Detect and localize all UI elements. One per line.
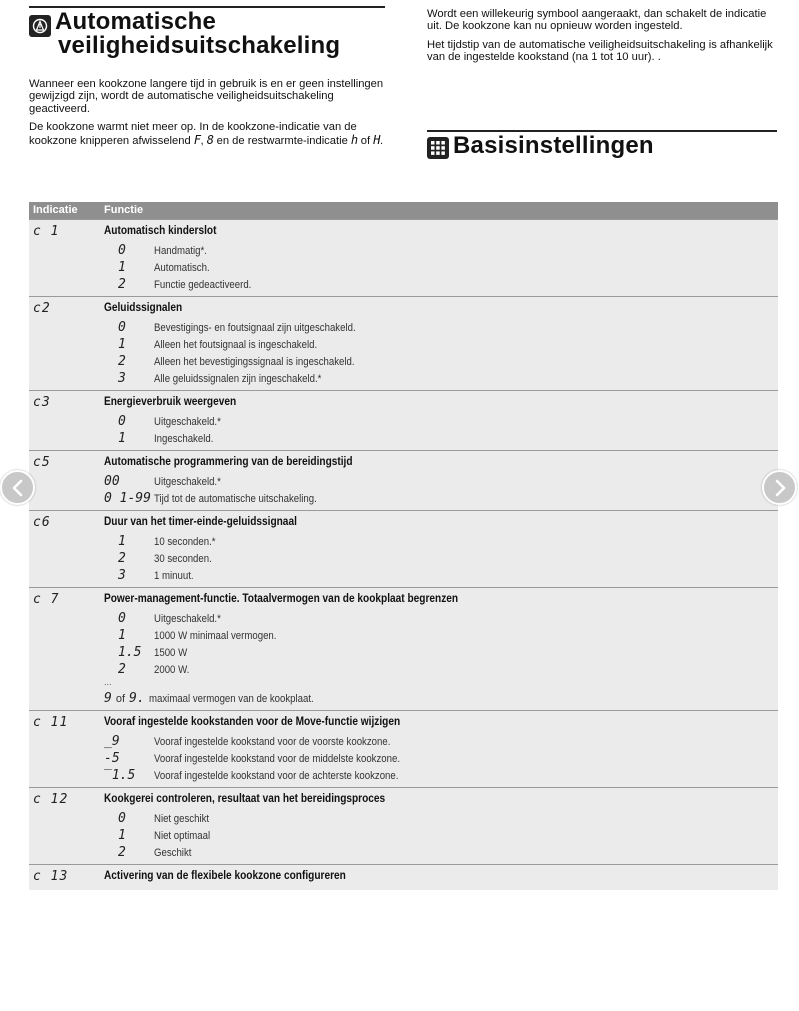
option — [104, 610, 778, 627]
symbol-H: H — [373, 132, 380, 147]
option — [104, 430, 778, 447]
chevron-right-icon — [773, 479, 787, 497]
option-value: 0 — [118, 414, 126, 429]
settings-table — [29, 202, 778, 890]
option — [104, 844, 778, 861]
row-code: c 1 — [33, 224, 60, 239]
header-indicatie: Indicatie — [33, 204, 78, 216]
option-value: _9 — [104, 734, 120, 749]
option-value: 1 — [118, 534, 126, 549]
option — [104, 627, 778, 644]
option-value: 2 — [118, 551, 126, 566]
option — [104, 827, 778, 844]
ellipsis: ... — [104, 677, 112, 687]
table-row — [29, 510, 778, 587]
paragraph: Wanneer een kookzone langere tijd in gebruik is en er geen instellingen gewijzigd zijn, wordt de automatische veiligheidsuitschakeling geactiveerd. — [29, 78, 384, 115]
basic-settings-title: Basisinstellingen — [453, 131, 654, 159]
option-description: Bevestigings- en foutsignaal zijn uitgeschakeld. — [154, 321, 356, 334]
option-value: 1 — [118, 431, 126, 446]
option-description: Alle geluidssignalen zijn ingeschakeld.* — [154, 372, 322, 385]
table-row — [29, 587, 778, 710]
option-value: 1 — [118, 337, 126, 352]
option — [104, 242, 778, 259]
option — [104, 644, 778, 661]
row-title: Duur van het timer-einde-geluidssignaal — [104, 516, 297, 528]
row-title: Geluidssignalen — [104, 302, 183, 314]
option-value: 1 — [118, 628, 126, 643]
title-line-1: Automatische — [55, 8, 217, 35]
option — [104, 336, 778, 353]
text-fragment: . — [379, 134, 384, 147]
previous-page-button[interactable] — [0, 470, 35, 505]
option-description: Niet geschikt — [154, 812, 210, 825]
option-connector: of — [115, 692, 126, 705]
right-column — [427, 6, 777, 159]
option-description: 30 seconden. — [154, 552, 212, 565]
row-code: c3 — [33, 395, 51, 410]
row-title: Kookgerei controleren, resultaat van het bereidingsproces — [104, 793, 386, 805]
symbol-f: F — [193, 132, 201, 147]
option-value: 2 — [118, 662, 126, 677]
paragraph — [29, 121, 385, 147]
header-functie: Functie — [104, 204, 144, 216]
chevron-left-icon — [11, 479, 25, 497]
text-fragment: en de restwarmte-indicatie — [213, 134, 351, 147]
row-code: c 12 — [33, 792, 69, 807]
option-value: 2 — [118, 277, 126, 292]
option — [104, 259, 778, 276]
text-fragment: , — [200, 134, 207, 147]
text-fragment: De kookzone warmt niet meer op. In de kookzone-indicatie van de kookzone knipperen afwisselend — [29, 121, 357, 147]
option-description: 2000 W. — [154, 663, 190, 676]
table-row — [29, 450, 778, 510]
row-code: c 13 — [33, 869, 69, 884]
row-code: c2 — [33, 301, 51, 316]
paragraph: Het tijdstip van de automatische veiligheidsuitschakeling is afhankelijk van de ingestelde kookstand (na 1 tot 10 uur). . — [427, 38, 773, 64]
option-value: 1 — [118, 260, 126, 275]
left-column — [29, 6, 385, 153]
table-header — [29, 202, 778, 219]
symbol-8: 8 — [206, 132, 214, 147]
option — [104, 750, 778, 767]
table-row — [29, 390, 778, 450]
option-description: 1000 W minimaal vermogen. — [154, 629, 277, 642]
option-description: Functie gedeactiveerd. — [154, 278, 252, 291]
option-description: 1500 W — [154, 646, 188, 659]
text-fragment: of — [357, 134, 374, 147]
option-description: Automatisch. — [154, 261, 210, 274]
table-row — [29, 710, 778, 787]
row-title: Automatische programmering van de bereidingstijd — [104, 456, 353, 468]
option — [104, 473, 778, 490]
symbol-h: h — [350, 132, 358, 147]
option-description: 10 seconden.* — [154, 535, 216, 548]
row-code: c5 — [33, 455, 51, 470]
title-line-2: veiligheidsuitschakeling — [58, 32, 341, 59]
option-value: 0 — [118, 320, 126, 335]
option-description: Alleen het foutsignaal is ingeschakeld. — [154, 338, 318, 351]
option-value: 2 — [118, 845, 126, 860]
option-value: 1 — [118, 828, 126, 843]
option-description: Ingeschakeld. — [154, 432, 214, 445]
row-title: Vooraf ingestelde kookstanden voor de Move-functie wijzigen — [104, 716, 401, 728]
option-description: Uitgeschakeld.* — [154, 612, 221, 625]
option — [104, 276, 778, 293]
option-value: ‾1.5 — [104, 768, 136, 783]
option-description: maximaal vermogen van de kookplaat. — [148, 692, 314, 705]
option — [104, 733, 778, 750]
safety-shutoff-icon — [29, 15, 51, 37]
option-value: -5 — [104, 751, 120, 766]
table-row — [29, 787, 778, 864]
option-description: Alleen het bevestigingssignaal is ingeschakeld. — [154, 355, 355, 368]
option-description: Vooraf ingestelde kookstand voor de voorste kookzone. — [154, 735, 391, 748]
option-value: 00 — [104, 474, 120, 489]
option-description: 1 minuut. — [154, 569, 194, 582]
option-value: 0 — [118, 243, 126, 258]
option-description: Vooraf ingestelde kookstand voor de achterste kookzone. — [154, 769, 399, 782]
option — [104, 690, 778, 707]
option-description: Uitgeschakeld.* — [154, 415, 221, 428]
option-description: Vooraf ingestelde kookstand voor de middelste kookzone. — [154, 752, 401, 765]
table-row — [29, 864, 778, 890]
option — [104, 661, 778, 678]
row-title: Energieverbruik weergeven — [104, 396, 237, 408]
option-value: 1.5 — [118, 645, 142, 660]
row-code: c6 — [33, 515, 51, 530]
option — [104, 533, 778, 550]
option — [104, 319, 778, 336]
row-title: Activering van de flexibele kookzone configureren — [104, 870, 346, 882]
option-value: 3 — [118, 371, 126, 386]
option — [104, 567, 778, 584]
basic-settings-heading — [427, 130, 777, 159]
paragraph: Wordt een willekeurig symbool aangeraakt, dan schakelt de indicatie uit. De kookzone kan nu opnieuw worden ingesteld. — [427, 8, 767, 33]
option-value: 9. — [129, 691, 145, 706]
option — [104, 550, 778, 567]
option-description: Uitgeschakeld.* — [154, 475, 221, 488]
option-value: 3 — [118, 568, 126, 583]
option-description: Tijd tot de automatische uitschakeling. — [154, 492, 317, 505]
row-title: Power-management-functie. Totaalvermogen van de kookplaat begrenzen — [104, 593, 459, 605]
safety-shutoff-heading — [29, 6, 385, 58]
option — [104, 490, 778, 507]
option — [104, 353, 778, 370]
option-value: 2 — [118, 354, 126, 369]
row-code: c 11 — [33, 715, 69, 730]
next-page-button[interactable] — [762, 470, 797, 505]
row-code: c 7 — [33, 592, 60, 607]
option-value: 0 — [118, 611, 126, 626]
option — [104, 767, 778, 784]
option — [104, 810, 778, 827]
option-description: Geschikt — [154, 846, 192, 859]
grid-icon — [427, 137, 449, 159]
option-value: 0 — [118, 811, 126, 826]
row-title: Automatisch kinderslot — [104, 225, 217, 237]
option-description: Handmatig*. — [154, 244, 207, 257]
option-description: Niet optimaal — [154, 829, 211, 842]
table-row — [29, 296, 778, 390]
option — [104, 370, 778, 387]
option-value: 9 — [104, 691, 112, 706]
option-value: 0 1-99 — [104, 491, 151, 506]
option — [104, 413, 778, 430]
table-row — [29, 219, 778, 296]
